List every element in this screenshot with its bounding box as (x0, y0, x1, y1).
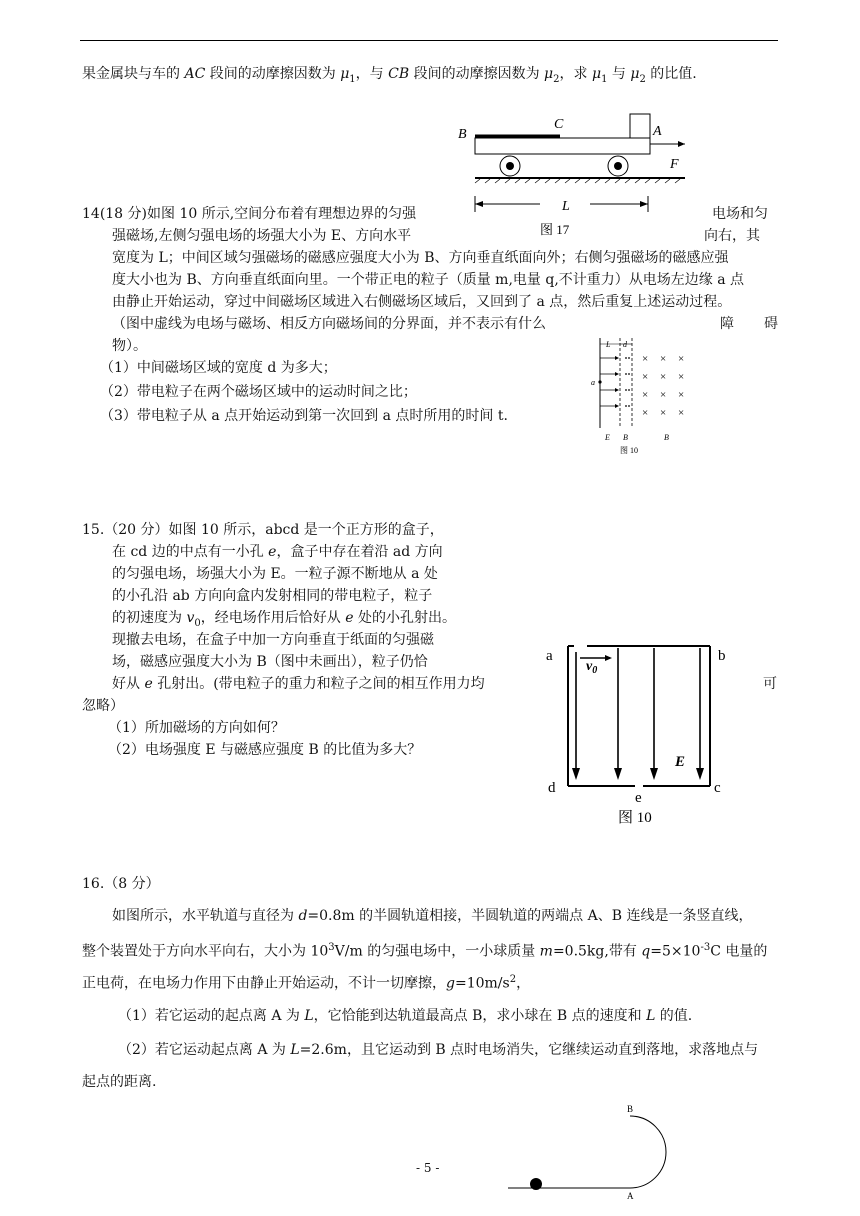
label-f: F (670, 157, 679, 172)
q15-line8: 好从 e 孔射出。(带电粒子的重力和粒子之间的相互作用力均 (112, 676, 485, 692)
svg-text:E: E (675, 754, 686, 770)
q15-line1: 15.（20 分）如图 10 所示，abcd 是一个正方形的盒子， (82, 522, 444, 538)
q14-line6c: 碍 (764, 316, 778, 332)
svg-text:×: × (678, 389, 685, 401)
q14-line2b: 向右，其 (704, 228, 760, 244)
svg-text:B: B (664, 433, 669, 442)
label-a: A (653, 124, 662, 139)
q14-line2a: 强磁场,左侧匀强电场的场强大小为 E、方向水平 (112, 228, 412, 244)
svg-text:×: × (660, 353, 667, 365)
svg-text:×: × (660, 389, 667, 401)
svg-text:a: a (546, 648, 553, 664)
figure-16-track (500, 1100, 700, 1216)
q16-line2: 整个装置处于方向水平向右，大小为 $10^3V/m$ 的匀强电场中，一小球质量 m=0.5kg,带有 $q=5\times 10^{-3}C$ 电量的 (82, 942, 768, 960)
svg-text:×: × (660, 407, 667, 419)
svg-text:×: × (642, 389, 649, 401)
svg-text:×: × (642, 371, 649, 383)
svg-text:v0: $v_0$ (586, 659, 598, 676)
header-rule (80, 40, 778, 41)
q16-heading: 16.（8 分） (82, 876, 160, 892)
page-number: - 5 - (416, 1161, 440, 1175)
q15-line8c: 可 (763, 676, 777, 692)
svg-text:×: × (642, 407, 649, 419)
semicircle-track (630, 1116, 666, 1188)
q15-line4: 的小孔沿 ab 方向向盒内发射相同的带电粒子，粒子 (112, 588, 433, 604)
label-l: L (562, 199, 570, 214)
q15-sub2: （2）电场强度 E 与磁感应强度 B 的比值为多大？ (108, 742, 422, 758)
cart-board (475, 138, 650, 154)
svg-text:L: L (606, 340, 611, 349)
q15-line2: 在 cd 边的中点有一小孔 e，盒子中存在着沿 ad 方向 (112, 544, 443, 560)
q14-line6a: （图中虚线为电场与磁场、相反方向磁场间的分界面，并不表示有什么 (112, 316, 546, 332)
svg-text:×: × (660, 371, 667, 383)
q14-line7: 物）。 (112, 338, 147, 354)
svg-text:a: a (591, 378, 595, 387)
svg-text:图 10: 图 10 (620, 446, 638, 455)
svg-text:B: B (623, 433, 628, 442)
q15-line6: 现撤去电场，在盒子中加一方向垂直于纸面的匀强磁 (112, 632, 434, 648)
figure-17-cart (440, 108, 690, 238)
q14-line5: 由静止开始运动，穿过中间磁场区域进入右侧磁场区域后，又回到了 a 点，然后重复上述运动过程。 (112, 294, 732, 310)
figure-10-box (540, 640, 740, 830)
figure-10-fields (590, 336, 700, 456)
label-b: B (458, 127, 467, 142)
svg-text:d: d (548, 780, 556, 796)
q14-line6b: 障 (720, 316, 734, 332)
svg-text:A: A (627, 1191, 634, 1201)
q13-text: 果金属块与车的 AC 段间的动摩擦因数为 $\mu_1$，与 CB 段间的动摩擦因数为 $\mu_2$，求 $\mu_1$ 与 $\mu_2$ 的比值. (82, 66, 697, 85)
q15-sub1: （1）所加磁场的方向如何？ (108, 720, 285, 736)
q14-line1b: 电场和匀 (712, 206, 768, 222)
figure-17-caption: 图 17 (540, 222, 570, 237)
svg-text:d: d (623, 340, 627, 349)
q15-line9: 忽略） (82, 698, 124, 714)
svg-text:E: E (605, 433, 610, 442)
label-c: C (554, 117, 564, 132)
q14-line4: 度大小也为 B、方向垂直纸面向里。一个带正电的粒子（质量 m,电量 q,不计重力）从电场左边缘 a 点 (112, 272, 745, 288)
svg-text:b: b (718, 648, 726, 664)
q16-line3: 正电荷，在电场力作用下由静止开始运动，不计一切摩擦，$g=10m/s^2$， (82, 974, 531, 992)
svg-text:e: e (635, 790, 642, 806)
svg-text:×: × (678, 407, 685, 419)
svg-text:×: × (678, 371, 685, 383)
q15-line3: 的匀强电场，场强大小为 E。一粒子源不断地从 a 处 (112, 566, 438, 582)
q14-sub2: （2）带电粒子在两个磁场区域中的运动时间之比； (100, 384, 417, 400)
ball (530, 1178, 542, 1190)
block-a (630, 114, 650, 138)
q16-sub1: （1）若它运动的起点离 A 为 L，它恰能到达轨道最高点 B，求小球在 B 点的速度和 L 的值. (118, 1008, 693, 1024)
q14-line1a: 14(18 分)如图 10 所示,空间分布着有理想边界的匀强 (82, 206, 417, 222)
q14-sub1: （1）中间磁场区域的宽度 d 为多大； (100, 360, 337, 376)
q14-line3: 宽度为 L；中间区域匀强磁场的磁感应强度大小为 B、方向垂直纸面向外；右侧匀强磁场的磁感应强 (112, 250, 729, 266)
svg-text:×: × (678, 353, 685, 365)
q14-sub3: （3）带电粒子从 a 点开始运动到第一次回到 a 点时所用的时间 t. (100, 408, 508, 424)
q16-sub2-cont: 起点的距离. (82, 1074, 157, 1090)
figure-10-caption: 图 10 (618, 810, 652, 826)
q16-sub2: （2）若它运动起点离 A 为 L=2.6m，且它运动到 B 点时电场消失，它继续运动直到落地，求落地点与 (118, 1042, 759, 1058)
svg-text:×: × (642, 353, 649, 365)
svg-text:c: c (714, 780, 721, 796)
svg-text:B: B (627, 1104, 634, 1114)
q15-line7: 场，磁感应强度大小为 B（图中未画出），粒子仍恰 (112, 654, 428, 670)
q16-line1: 如图所示，水平轨道与直径为 d=0.8m 的半圆轨道相接，半圆轨道的两端点 A、B 连线是一条竖直线， (112, 908, 753, 924)
q15-line5: 的初速度为 $v_0$，经电场作用后恰好从 e 处的小孔射出。 (112, 610, 456, 629)
